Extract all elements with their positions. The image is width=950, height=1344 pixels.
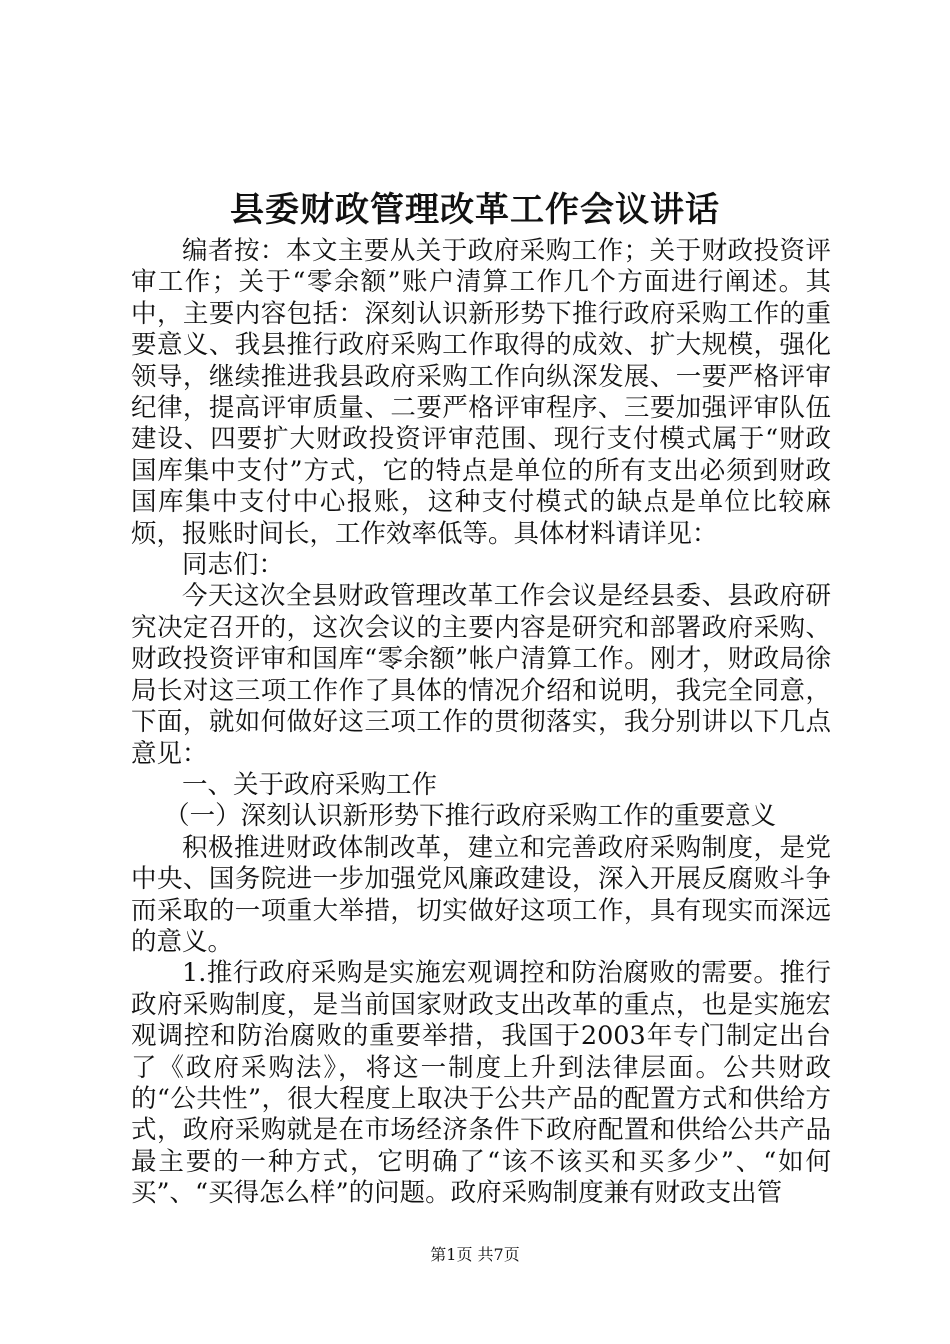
body-paragraph: 积极推进财政体制改革，建立和完善政府采购制度，是党中央、国务院进一步加强党风廉政建设，深入开展反腐败斗争而采取的一项重大举措，切实做好这项工作，具有现实而深远的意义。	[131, 832, 831, 957]
document-body	[131, 236, 831, 1210]
editor-note-paragraph: 编者按：本文主要从关于政府采购工作；关于财政投资评审工作；关于“零余额”账户清算工作几个方面进行阐述。其中，主要内容包括：深刻认识新形势下推行政府采购工作的重要意义、我县推行政府采购工作取得的成效、扩大规模，强化领导，继续推进我县政府采购工作向纵深发展、一要严格评审纪律，提高评审质量、二要严格评审程序、三要加强评审队伍建设、四要扩大财政投资评审范围、现行支付模式属于“财政国库集中支付”方式，它的特点是单位的所有支出必须到财政国库集中支付中心报账，这种支付模式的缺点是单位比较麻烦，报账时间长，工作效率低等。具体材料请详见：	[131, 236, 831, 549]
document-title: 县委财政管理改革工作会议讲话	[230, 190, 720, 230]
page-footer: 第1页 共7页	[430, 1245, 520, 1264]
intro-paragraph: 今天这次全县财政管理改革工作会议是经县委、县政府研究决定召开的，这次会议的主要内容是研究和部署政府采购、财政投资评审和国库“零余额”帐户清算工作。刚才，财政局徐局长对这三项工作作了具体的情况介绍和说明，我完全同意，下面，就如何做好这三项工作的贯彻落实，我分别讲以下几点意见：	[131, 581, 831, 769]
section-heading: 一、关于政府采购工作	[182, 769, 438, 800]
salutation-paragraph: 同志们：	[182, 550, 285, 581]
subsection-heading: （一）深刻认识新形势下推行政府采购工作的重要意义	[164, 801, 777, 832]
body-paragraph: 1.推行政府采购是实施宏观调控和防治腐败的需要。推行政府采购制度，是当前国家财政支出改革的重点，也是实施宏观调控和防治腐败的重要举措，我国于2003年专门制定出台了《政府采购法》，将这一制度上升到法律层面。公共财政的“公共性”，很大程度上取决于公共产品的配置方式和供给方式，政府采购就是在市场经济条件下政府配置和供给公共产品最主要的一种方式，它明确了“该不该买和买多少”、“如何买”、“买得怎么样”的问题。政府采购制度兼有财政支出管	[131, 958, 831, 1209]
